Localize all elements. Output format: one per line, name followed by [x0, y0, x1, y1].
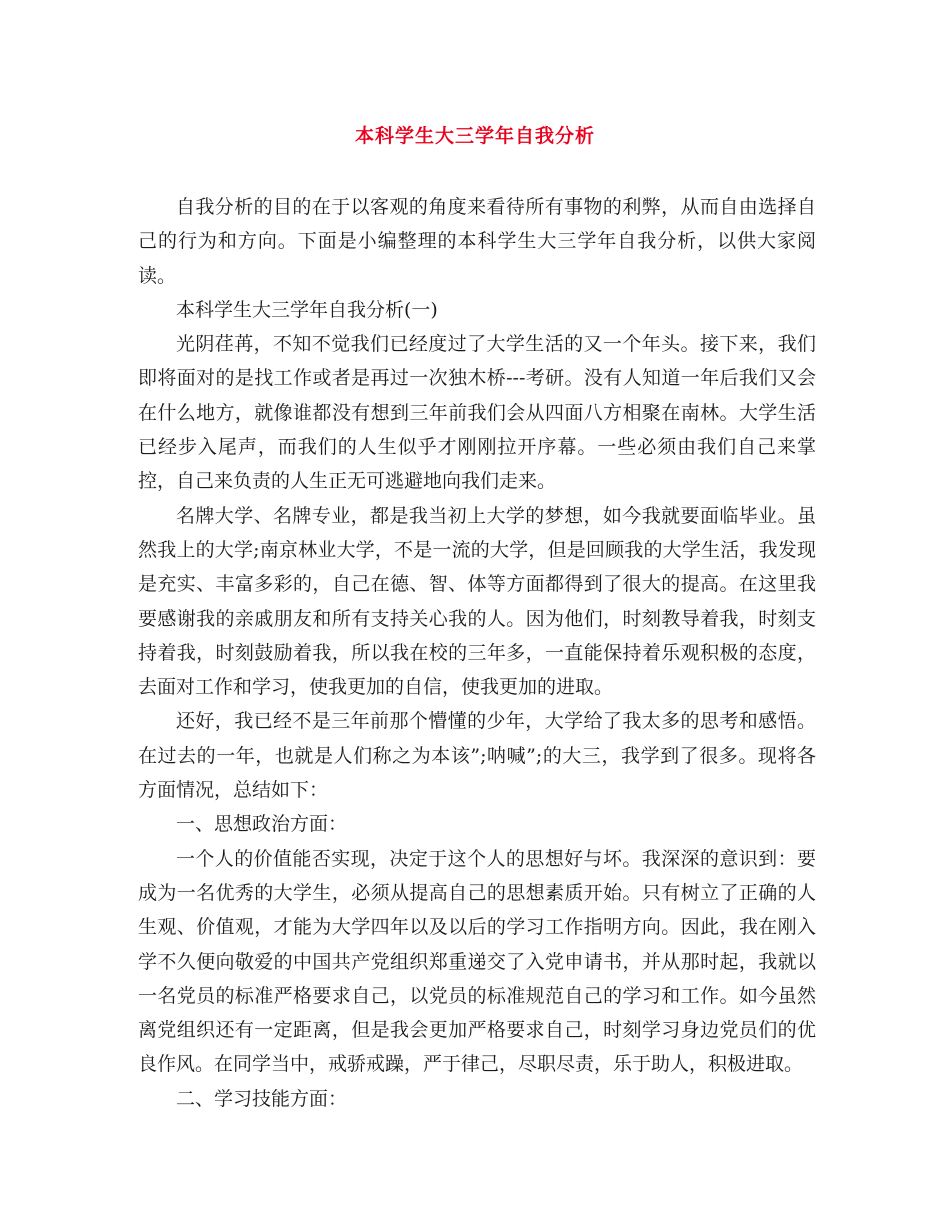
paragraph-political-thought: 一个人的价值能否实现，决定于这个人的思想好与坏。我深深的意识到：要成为一名优秀的大学生，必须从提高自己的思想素质开始。只有树立了正确的人生观、价值观，才能为大学四年以及以后的学习工作指明方向。因此，我在刚入学不久便向敬爱的中国共产党组织郑重递交了入党申请书，并从那时起，我就以一名党员的标准严格要求自己，以党员的标准规范自己的学习和工作。如今虽然离党组织还有一定距离，但是我会更加严格要求自己，时刻学习身边党员们的优良作风。在同学当中，戒骄戒躁，严于律己，尽职尽责，乐于助人，积极进取。	[138, 847, 816, 1076]
paragraph-time-passes: 光阴荏苒，不知不觉我们已经度过了大学生活的又一个年头。接下来，我们即将面对的是找工作或者是再过一次独木桥---考研。没有人知道一年后我们又会在什么地方，就像谁都没有想到三年前我们会从四面八方相聚在南林。大学生活已经步入尾声，而我们的人生似乎才刚刚拉开序幕。一些必须由我们自己来掌控，自己来负责的人生正无可逃避地向我们走来。	[138, 333, 816, 493]
paragraph-intro: 自我分析的目的在于以客观的角度来看待所有事物的利弊，从而自由选择自己的行为和方向。下面是小编整理的本科学生大三学年自我分析，以供大家阅读。	[138, 196, 816, 287]
subheading-political-thought: 一、思想政治方面：	[176, 813, 348, 836]
paragraph-junior-year: 还好，我已经不是三年前那个懵懂的少年，大学给了我太多的思考和感悟。在过去的一年，也就是人们称之为本该”;呐喊”;的大三，我学到了很多。现将各方面情况，总结如下：	[138, 710, 816, 802]
document-title: 本科学生大三学年自我分析	[354, 125, 595, 147]
paragraph-university-dream: 名牌大学、名牌专业，都是我当初上大学的梦想，如今我就要面临毕业。虽然我上的大学;南京林业大学，不是一流的大学，但是回顾我的大学生活，我发现是充实、丰富多彩的，自己在德、智、体等方面都得到了很大的提高。在这里我要感谢我的亲戚朋友和所有支持关心我的人。因为他们，时刻教导着我，时刻支持着我，时刻鼓励着我，所以我在校的三年多，一直能保持着乐观积极的态度，去面对工作和学习，使我更加的自信，使我更加的进取。	[138, 504, 816, 699]
subheading-study-skills: 二、学习技能方面：	[176, 1087, 348, 1110]
document-body	[138, 190, 816, 1116]
section-heading-part-one: 本科学生大三学年自我分析(一)	[176, 298, 438, 321]
